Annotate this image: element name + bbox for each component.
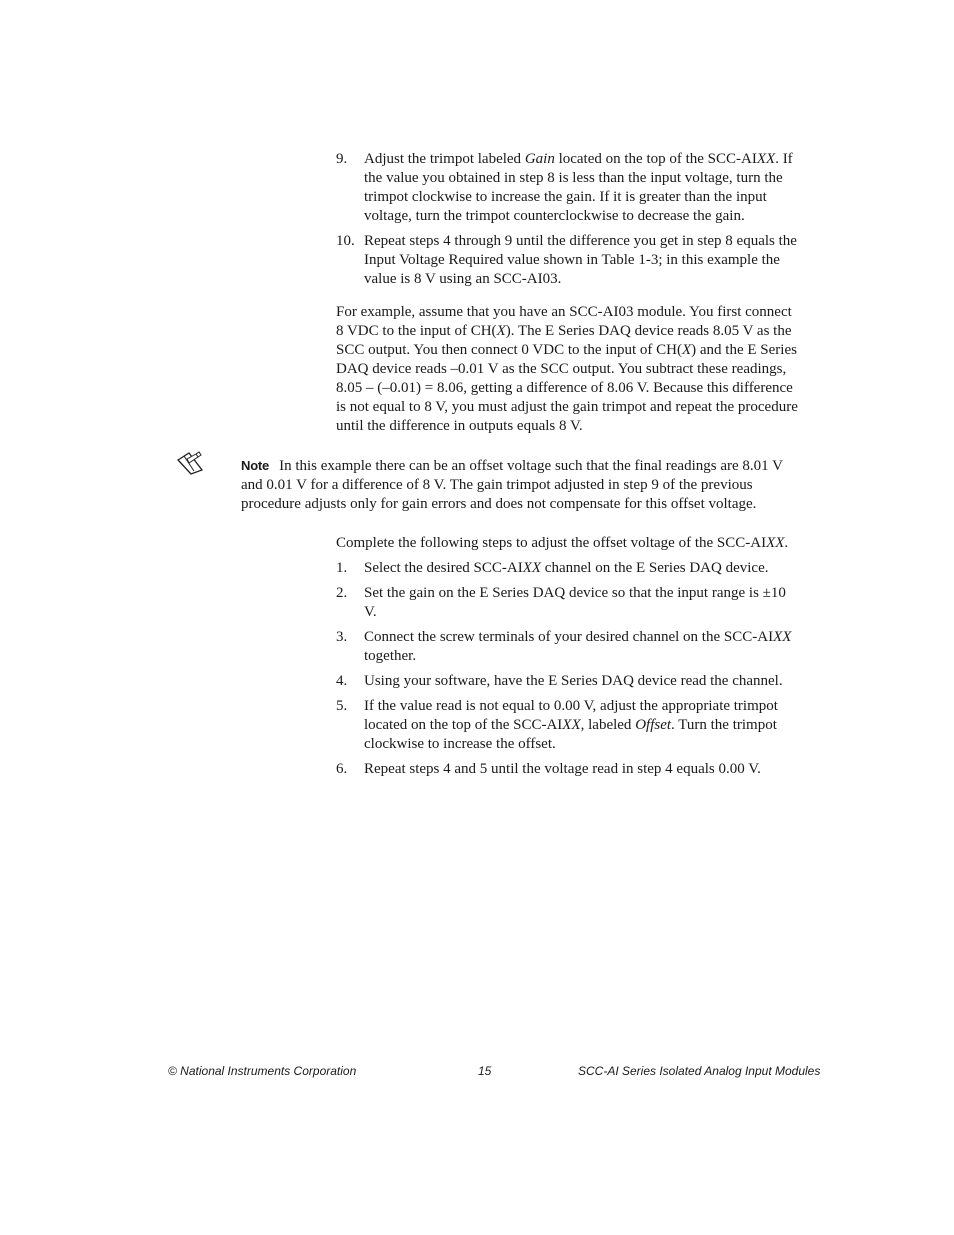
note-text: In this example there can be an offset voltage such that the final readings are 8.01 V and 0.01 V for a difference of 8 V. The gain trimpot adjusted in step 9 of the previous procedure adjusts only for gain errors and does not compensate for this offset voltage. (241, 458, 783, 512)
step-number: 6. (336, 761, 348, 777)
step-3 (336, 628, 802, 666)
step-text: If the value read is not equal to 0.00 V, adjust the appropriate trimpot located on the top of the SCC-AIXX, labeled Offset. Turn the trimpot clockwise to increase the offset. (364, 698, 778, 752)
gain-steps-list (336, 150, 802, 289)
step-text: Set the gain on the E Series DAQ device so that the input range is ±10 V. (364, 585, 786, 620)
step-1 (336, 559, 802, 578)
offset-intro: Complete the following steps to adjust the offset voltage of the SCC-AIXX. (336, 535, 789, 551)
step-text: Connect the screw terminals of your desired channel on the SCC-AIXX together. (364, 629, 792, 664)
gain-steps-section (336, 150, 802, 295)
example-paragraph: For example, assume that you have an SCC-AI03 module. You first connect 8 VDC to the input of CH(X). The E Series DAQ device reads 8.05 V as the SCC output. You then connect 0 VDC to the input of CH(X) and the E Series DAQ device reads –0.01 V as the SCC output. You subtract these readings, 8.05 – (–0.01) = 8.06, getting a difference of 8.06 V. Because this difference is not equal to 8 V, you must adjust the gain trimpot and repeat the procedure until the difference in outputs equals 8 V. (336, 304, 798, 434)
step-10 (336, 232, 802, 289)
step-text: Repeat steps 4 and 5 until the voltage read in step 4 equals 0.00 V. (364, 761, 761, 777)
note-block (241, 456, 803, 514)
footer-page-number: 15 (478, 1064, 492, 1078)
step-number: 3. (336, 629, 348, 645)
note-label: Note (241, 458, 270, 473)
footer-copyright: © National Instruments Corporation (168, 1064, 357, 1078)
step-6 (336, 760, 802, 779)
note-pencil-icon (175, 450, 205, 476)
step-9 (336, 150, 802, 226)
step-text: Select the desired SCC-AIXX channel on the E Series DAQ device. (364, 560, 769, 576)
step-4 (336, 672, 802, 691)
footer-manual-title: SCC-AI Series Isolated Analog Input Modules (578, 1064, 821, 1078)
offset-section (336, 534, 802, 785)
step-text: Adjust the trimpot labeled Gain located on the top of the SCC-AIXX. If the value you obtained in step 8 is less than the input voltage, turn the trimpot clockwise to increase the gain. If it is greater than the input voltage, turn the trimpot counterclockwise to decrease the gain. (364, 151, 793, 224)
step-number: 5. (336, 698, 348, 714)
step-number: 10. (336, 233, 355, 249)
offset-steps-list (336, 559, 802, 779)
step-number: 9. (336, 151, 348, 167)
step-5 (336, 697, 802, 754)
step-number: 1. (336, 560, 348, 576)
step-2 (336, 584, 802, 622)
step-number: 2. (336, 585, 348, 601)
step-text: Using your software, have the E Series DAQ device read the channel. (364, 673, 783, 689)
step-text: Repeat steps 4 through 9 until the difference you get in step 8 equals the Input Voltage Required value shown in Table 1-3; in this example the value is 8 V using an SCC-AI03. (364, 233, 797, 287)
step-number: 4. (336, 673, 348, 689)
